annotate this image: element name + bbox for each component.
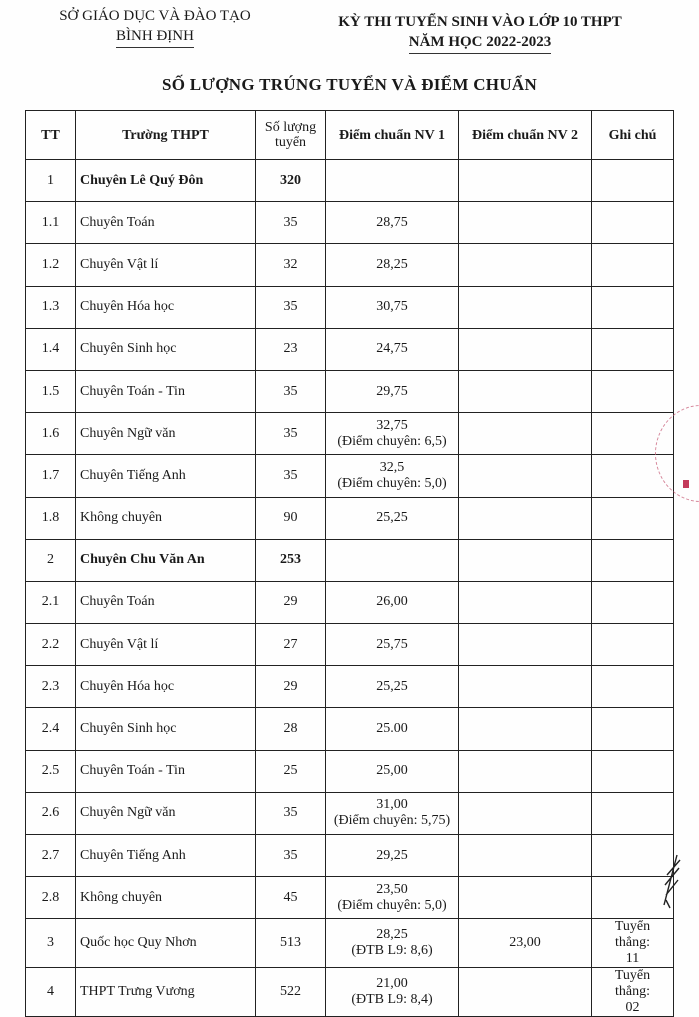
table-row — [26, 624, 674, 666]
cell-nv1-value: 25.00 — [376, 721, 408, 737]
cell-quantity — [256, 666, 326, 708]
cell-note — [592, 624, 674, 666]
cell-nv2 — [459, 968, 592, 1017]
cell-nv2 — [459, 708, 592, 750]
cell-school-value: Chuyên Vật lí — [80, 256, 159, 272]
cell-school — [76, 750, 256, 792]
cell-nv2 — [459, 413, 592, 455]
col-header-school: Trường THPT — [76, 111, 256, 160]
cell-nv2 — [459, 624, 592, 666]
cell-tt-value: 2.4 — [41, 721, 60, 737]
cell-tt-value: 2.8 — [41, 889, 60, 905]
cell-tt — [26, 835, 76, 877]
cell-tt-value: 1.1 — [41, 214, 60, 230]
table-row — [26, 539, 674, 581]
cell-tt — [26, 919, 76, 968]
cell-tt — [26, 624, 76, 666]
cell-tt-value: 2.6 — [41, 805, 60, 821]
cell-school — [76, 328, 256, 370]
cell-quantity-value: 35 — [283, 805, 298, 821]
cell-school-value: Chuyên Toán — [80, 594, 155, 610]
cell-nv1 — [326, 160, 459, 202]
cell-quantity — [256, 328, 326, 370]
cell-school-value: Chuyên Hóa học — [80, 299, 175, 315]
cell-school-value: Chuyên Hóa học — [80, 678, 175, 694]
cell-school — [76, 160, 256, 202]
cell-school — [76, 877, 256, 919]
cell-note — [592, 328, 674, 370]
cell-nv1 — [326, 919, 459, 968]
department-name: SỞ GIÁO DỤC VÀ ĐÀO TẠO — [59, 8, 251, 24]
cell-quantity-value: 29 — [283, 594, 298, 610]
cell-nv1-detail: (Điểm chuyên: 5,0) — [337, 897, 447, 913]
cell-tt-value: 2.1 — [41, 594, 60, 610]
issuer-header — [40, 6, 270, 48]
table-row — [26, 244, 674, 286]
cell-tt — [26, 328, 76, 370]
cell-note — [592, 581, 674, 623]
cell-nv2 — [459, 835, 592, 877]
table-row — [26, 370, 674, 412]
cell-nv1-detail: (Điểm chuyên: 5,0) — [337, 475, 447, 491]
cell-quantity-value: 320 — [280, 172, 301, 188]
cell-school-value: Chuyên Ngữ văn — [80, 425, 176, 441]
cell-quantity — [256, 413, 326, 455]
cell-school — [76, 244, 256, 286]
cell-tt-value: 1.8 — [41, 510, 60, 526]
cell-tt — [26, 750, 76, 792]
cell-school — [76, 919, 256, 968]
cell-quantity-value: 513 — [280, 935, 301, 951]
cell-quantity — [256, 370, 326, 412]
cell-quantity-value: 35 — [283, 383, 298, 399]
cell-quantity — [256, 877, 326, 919]
cell-nv1-value: 28,75 — [376, 214, 408, 230]
cell-school-value: Quốc học Quy Nhơn — [80, 935, 197, 951]
table-row — [26, 455, 674, 497]
cell-tt-value: 1 — [47, 172, 54, 188]
cell-note — [592, 244, 674, 286]
table-row — [26, 968, 674, 1017]
cell-school-value: Chuyên Toán - Tin — [80, 383, 185, 399]
cell-tt-value: 1.6 — [41, 425, 60, 441]
cell-quantity — [256, 286, 326, 328]
cell-quantity-value: 25 — [283, 763, 298, 779]
cell-nv1-value: 25,00 — [376, 763, 408, 779]
cell-quantity-value: 32 — [283, 256, 298, 272]
cell-tt — [26, 244, 76, 286]
cell-nv1 — [326, 328, 459, 370]
cell-tt — [26, 413, 76, 455]
school-year: NĂM HỌC 2022-2023 — [409, 32, 552, 54]
table-row — [26, 750, 674, 792]
cell-tt — [26, 370, 76, 412]
cell-nv1 — [326, 835, 459, 877]
cell-school — [76, 202, 256, 244]
cell-school-value: Chuyên Toán - Tin — [80, 763, 185, 779]
cell-nv1 — [326, 581, 459, 623]
cell-quantity-value: 29 — [283, 678, 298, 694]
cell-nv2 — [459, 750, 592, 792]
cell-nv1-value: 25,25 — [376, 510, 408, 526]
table-row — [26, 792, 674, 834]
cell-tt-value: 2.3 — [41, 678, 60, 694]
cell-nv2 — [459, 370, 592, 412]
cell-nv2 — [459, 792, 592, 834]
cell-note — [592, 708, 674, 750]
cell-nv2 — [459, 455, 592, 497]
cell-nv1 — [326, 750, 459, 792]
cell-quantity — [256, 835, 326, 877]
col-header-nv2: Điểm chuẩn NV 2 — [459, 111, 592, 160]
cell-school-value: Chuyên Sinh học — [80, 341, 177, 357]
cell-school — [76, 835, 256, 877]
cell-nv1-value: 26,00 — [376, 594, 408, 610]
table-row — [26, 835, 674, 877]
cell-nv1-value: 28,25 — [376, 927, 408, 943]
stamp-mark — [683, 480, 689, 488]
cell-school-value: Chuyên Vật lí — [80, 636, 159, 652]
cell-quantity-value: 35 — [283, 467, 298, 483]
cell-nv1-detail: (ĐTB L9: 8,6) — [351, 943, 433, 959]
table-row — [26, 413, 674, 455]
cell-tt-value: 2.2 — [41, 636, 60, 652]
cell-quantity-value: 27 — [283, 636, 298, 652]
cell-nv1 — [326, 539, 459, 581]
cell-quantity-value: 35 — [283, 425, 298, 441]
cell-school — [76, 413, 256, 455]
cell-nv1 — [326, 624, 459, 666]
cell-note — [592, 792, 674, 834]
cell-nv2 — [459, 160, 592, 202]
cell-school — [76, 539, 256, 581]
cell-tt-value: 2.7 — [41, 847, 60, 863]
cell-tt — [26, 968, 76, 1017]
cell-nv1 — [326, 708, 459, 750]
cell-quantity — [256, 160, 326, 202]
cell-tt — [26, 581, 76, 623]
cell-school — [76, 455, 256, 497]
cell-school — [76, 968, 256, 1017]
cell-quantity — [256, 750, 326, 792]
cell-nv1-value: 29,75 — [376, 383, 408, 399]
cell-nv1-value: 32,5 — [379, 459, 405, 475]
cell-nv1 — [326, 370, 459, 412]
cell-quantity — [256, 624, 326, 666]
cell-nv1 — [326, 792, 459, 834]
cell-nv1-detail: (ĐTB L9: 8,4) — [351, 992, 433, 1008]
cell-note — [592, 968, 674, 1017]
cell-nv1-value: 32,75 — [376, 417, 408, 433]
table-row — [26, 497, 674, 539]
cell-note — [592, 286, 674, 328]
cell-school — [76, 624, 256, 666]
cell-school-value: Chuyên Tiếng Anh — [80, 467, 186, 483]
cell-quantity-value: 35 — [283, 847, 298, 863]
cell-nv1-value: 29,25 — [376, 847, 408, 863]
cell-nv2 — [459, 919, 592, 968]
cell-tt-value: 4 — [47, 984, 54, 1000]
table-row — [26, 877, 674, 919]
cell-tt — [26, 286, 76, 328]
cell-nv2 — [459, 202, 592, 244]
cell-nv1 — [326, 497, 459, 539]
cell-school — [76, 666, 256, 708]
table-row — [26, 581, 674, 623]
cell-note — [592, 497, 674, 539]
cell-nv1-detail: (Điểm chuyên: 6,5) — [337, 433, 447, 449]
cell-school-value: Chuyên Tiếng Anh — [80, 847, 186, 863]
cell-note-detail: 11 — [625, 951, 640, 967]
cell-nv1-value: 21,00 — [376, 976, 408, 992]
table-row — [26, 919, 674, 968]
cell-school-value: Chuyên Chu Văn An — [80, 552, 205, 568]
cell-note — [592, 160, 674, 202]
table-row — [26, 328, 674, 370]
cell-nv2 — [459, 328, 592, 370]
cell-nv1-value: 30,75 — [376, 299, 408, 315]
cell-nv1-detail: (Điểm chuyên: 5,75) — [333, 813, 451, 829]
cell-quantity — [256, 968, 326, 1017]
col-header-quantity: Số lượng tuyển — [256, 111, 326, 160]
exam-name: KỲ THI TUYỂN SINH VÀO LỚP 10 THPT — [338, 14, 622, 30]
cell-school-value: Không chuyên — [80, 510, 163, 526]
cell-tt-value: 1.5 — [41, 383, 60, 399]
cell-quantity — [256, 455, 326, 497]
cell-nv2 — [459, 497, 592, 539]
cell-quantity — [256, 919, 326, 968]
cell-nv1 — [326, 413, 459, 455]
col-header-tt: TT — [26, 111, 76, 160]
cell-school-value: THPT Trưng Vương — [80, 984, 195, 1000]
document-title: SỐ LƯỢNG TRÚNG TUYỂN VÀ ĐIỂM CHUẨN — [161, 75, 538, 94]
cell-nv1 — [326, 244, 459, 286]
cell-school-value: Không chuyên — [80, 889, 163, 905]
cell-note — [592, 919, 674, 968]
cell-nv1-value: 31,00 — [376, 797, 408, 813]
admission-table — [25, 110, 674, 1017]
cell-nv2-value: 23,00 — [509, 935, 541, 951]
cell-quantity-value: 253 — [280, 552, 301, 568]
cell-school — [76, 792, 256, 834]
cell-tt — [26, 539, 76, 581]
cell-quantity — [256, 202, 326, 244]
cell-tt-value: 2.5 — [41, 763, 60, 779]
cell-note-value: Tuyển thẳng: — [614, 919, 651, 951]
col-header-note: Ghi chú — [592, 111, 674, 160]
cell-quantity — [256, 244, 326, 286]
cell-tt — [26, 708, 76, 750]
cell-quantity-value: 28 — [283, 721, 298, 737]
cell-nv2 — [459, 244, 592, 286]
table-row — [26, 666, 674, 708]
cell-nv1-value: 24,75 — [376, 341, 408, 357]
cell-school — [76, 708, 256, 750]
cell-quantity-value: 35 — [283, 214, 298, 230]
table-row — [26, 202, 674, 244]
cell-nv1-value: 28,25 — [376, 256, 408, 272]
cell-tt-value: 1.2 — [41, 256, 60, 272]
cell-note — [592, 539, 674, 581]
cell-nv2 — [459, 666, 592, 708]
cell-quantity — [256, 581, 326, 623]
signature — [662, 850, 682, 910]
province-name: BÌNH ĐỊNH — [116, 26, 194, 48]
cell-nv2 — [459, 539, 592, 581]
cell-quantity — [256, 539, 326, 581]
cell-nv1-value: 25,75 — [376, 636, 408, 652]
cell-tt — [26, 202, 76, 244]
table-row — [26, 286, 674, 328]
cell-tt — [26, 877, 76, 919]
cell-tt — [26, 792, 76, 834]
cell-quantity-value: 90 — [283, 510, 298, 526]
cell-nv1 — [326, 666, 459, 708]
cell-tt-value: 3 — [47, 935, 54, 951]
cell-note-value: Tuyển thẳng: — [614, 968, 651, 1000]
cell-nv1 — [326, 877, 459, 919]
cell-nv1 — [326, 968, 459, 1017]
cell-school-value: Chuyên Ngữ văn — [80, 805, 176, 821]
cell-school-value: Chuyên Toán — [80, 214, 155, 230]
exam-header — [300, 12, 660, 54]
cell-note — [592, 666, 674, 708]
cell-tt-value: 1.3 — [41, 299, 60, 315]
cell-nv2 — [459, 581, 592, 623]
cell-nv1-value: 25,25 — [376, 678, 408, 694]
cell-tt-value: 1.7 — [41, 467, 60, 483]
cell-school — [76, 370, 256, 412]
cell-quantity-value: 23 — [283, 341, 298, 357]
cell-tt — [26, 497, 76, 539]
cell-school-value: Chuyên Lê Quý Đôn — [80, 172, 204, 188]
cell-quantity — [256, 497, 326, 539]
table-row — [26, 708, 674, 750]
cell-nv1 — [326, 455, 459, 497]
cell-quantity-value: 45 — [283, 889, 298, 905]
cell-quantity — [256, 792, 326, 834]
cell-tt — [26, 666, 76, 708]
cell-note-detail: 02 — [625, 1000, 640, 1016]
cell-nv2 — [459, 877, 592, 919]
cell-quantity — [256, 708, 326, 750]
col-header-nv1: Điểm chuẩn NV 1 — [326, 111, 459, 160]
cell-school-value: Chuyên Sinh học — [80, 721, 177, 737]
cell-tt — [26, 455, 76, 497]
cell-nv1 — [326, 286, 459, 328]
cell-note — [592, 370, 674, 412]
cell-school — [76, 497, 256, 539]
cell-quantity-value: 35 — [283, 299, 298, 315]
cell-quantity-value: 522 — [280, 984, 301, 1000]
cell-note — [592, 202, 674, 244]
cell-school — [76, 581, 256, 623]
cell-school — [76, 286, 256, 328]
cell-nv1 — [326, 202, 459, 244]
cell-tt — [26, 160, 76, 202]
cell-nv2 — [459, 286, 592, 328]
cell-tt-value: 2 — [47, 552, 54, 568]
table-header-row — [26, 111, 674, 160]
cell-note — [592, 750, 674, 792]
table-row — [26, 160, 674, 202]
cell-tt-value: 1.4 — [41, 341, 60, 357]
cell-nv1-value: 23,50 — [376, 881, 408, 897]
